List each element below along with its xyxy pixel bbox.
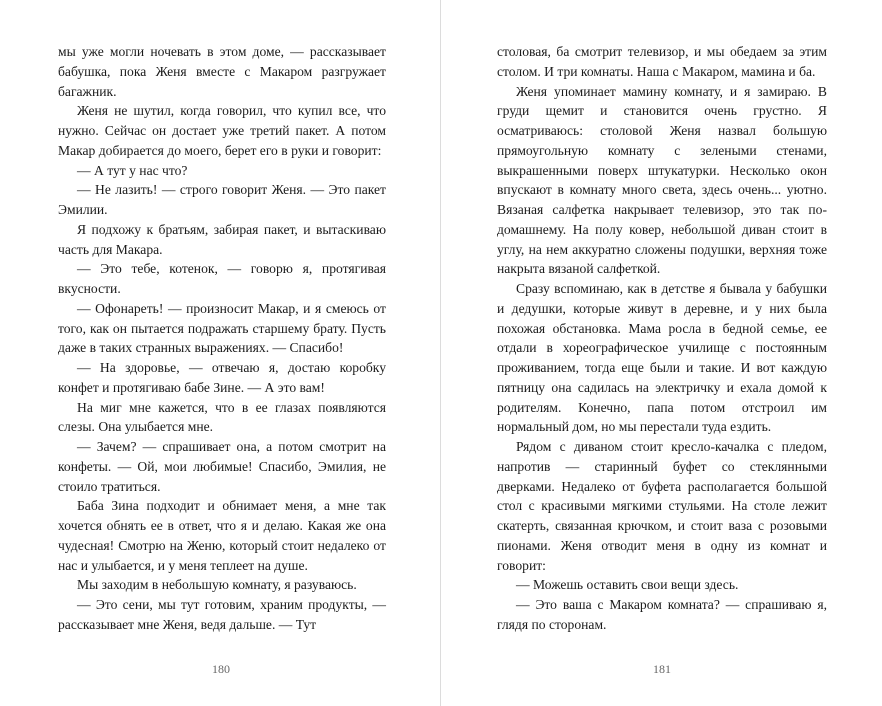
- paragraph: — Не лазить! — строго говорит Женя. — Это пакет Эмилии.: [58, 182, 386, 217]
- paragraph: Рядом с диваном стоит кресло-качалка с пледом, напротив — старинный буфет со стеклянными дверками. Недалеко от буфета располагается большой стол с красивыми мягкими стульями. На столе лежит скатерть, связанная крючком, и стоит ваза с розовыми пионами. Женя отводит меня в одну из комнат и говорит:: [497, 439, 827, 573]
- paragraph: Женя упоминает мамину комнату, и я замираю. В груди щемит и становится очень грустно. Я осматриваюсь: столовой Женя назвал большую прямоугольную комнату с зелеными стенами, выкрашенными поверх штукатурки. Несколько окон впускают в комнату много света, здесь очень... уютно. Вязаная салфетка накрывает телевизор, это так по-домашнему. На полу ковер, небольшой диван стоит в углу, на нем аккуратно сложены подушки, верхняя тоже накрыта вязаной салфеткой.: [497, 83, 827, 277]
- paragraph: — Зачем? — спрашивает она, а потом смотрит на конфеты. — Ой, мои любимые! Спасибо, Эмилия, не стоило тратиться.: [58, 439, 386, 494]
- paragraph: Баба Зина подходит и обнимает меня, а мне так хочется обнять ее в ответ, что я и делаю. Какая же она чудесная! Смотрю на Женю, который стоит недалеко от нас и улыбается, и у меня теплеет на душе.: [58, 498, 386, 573]
- paragraph: — Это ваша с Макаром комната? — спрашиваю я, глядя по сторонам.: [497, 597, 827, 632]
- page-number-right: 181: [653, 662, 671, 676]
- left-page-text: [58, 42, 386, 635]
- paragraph: — Это тебе, котенок, — говорю я, протягивая вкусности.: [58, 261, 386, 296]
- right-page: [441, 0, 882, 706]
- paragraph: — Это сени, мы тут готовим, храним продукты, — рассказывает мне Женя, ведя дальше. — Тут: [58, 597, 386, 632]
- paragraph: На миг мне кажется, что в ее глазах появляются слезы. Она улыбается мне.: [58, 399, 386, 435]
- page-number-left: 180: [212, 662, 230, 676]
- paragraph: — На здоровье, — отвечаю я, достаю коробку конфет и протягиваю бабе Зине. — А это вам!: [58, 360, 386, 395]
- paragraph: — А тут у нас что?: [77, 162, 188, 178]
- paragraph: Мы заходим в небольшую комнату, я разуваюсь.: [77, 577, 357, 593]
- paragraph: Женя не шутил, когда говорил, что купил все, что нужно. Сейчас он достает уже третий пакет. А потом Макар добирается до моего, берет его в руки и говорит:: [58, 103, 386, 158]
- paragraph: — Офонареть! — произносит Макар, и я смеюсь от того, как он пытается подражать старшему брату. Пусть даже в таких странных выражениях. — Спасибо!: [58, 300, 386, 356]
- paragraph: Я подхожу к братьям, забирая пакет, и вытаскиваю часть для Макара.: [58, 221, 386, 257]
- right-page-text: [497, 42, 827, 635]
- paragraph: мы уже могли ночевать в этом доме, — рассказывает бабушка, пока Женя вместе с Макаром разгружает багажник.: [58, 44, 386, 99]
- paragraph: столовая, ба смотрит телевизор, и мы обедаем за этим столом. И три комнаты. Наша с Макаром, мамина и ба.: [497, 44, 827, 79]
- paragraph: Сразу вспоминаю, как в детстве я бывала у бабушки и дедушки, которые живут в деревне, и у них была похожая обстановка. Мама росла в бедной семье, ее отдали в хореографическое училище с постоянным проживанием, тогда еще были и такие. И вот каждую пятницу она садилась на электричку и ехала домой к родителям. Конечно, папа потом отстроил им нормальный дом, но мы перестали туда ездить.: [497, 281, 827, 435]
- paragraph: — Можешь оставить свои вещи здесь.: [516, 577, 739, 593]
